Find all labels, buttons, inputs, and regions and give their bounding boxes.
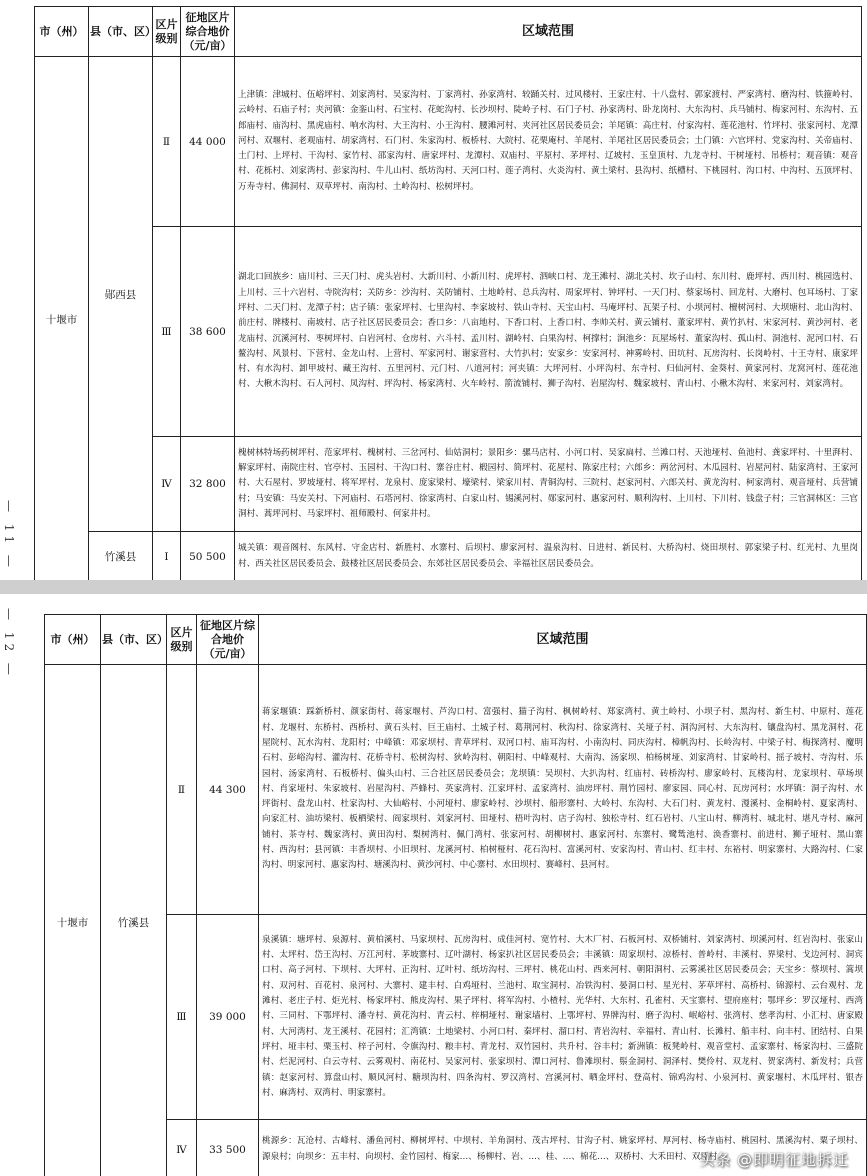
- county-cell: 竹溪县: [101, 665, 167, 1176]
- page-gap: [0, 580, 867, 594]
- price-cell: 44 000: [181, 57, 235, 227]
- county-cell: 竹溪县: [89, 532, 153, 581]
- header-city: 市（州）: [35, 7, 89, 57]
- region-cell: 上津镇：津城村、伍峪坪村、刘家湾村、吴家沟村、丁家湾村、孙家湾村、较踊关村、过风楼村、王家庄村、十八盘村、郭家渡村、严家湾村、磨沟村、铁箍岭村、云岭村、石庙子村；夹河镇：金銮山村、石宝村、花蛇沟村、长沙坝村、陡岭子村、石门子村、孙家湾村、卧龙岗村、大东沟村、兵马铺村、梅家河村、东沟村、五郎庙村、庙沟村、黑虎庙村、响水沟村、大王沟村、小王沟村、腰滩河村、夹河社区居民委员会；羊尾镇：高庄村、付家沟村、莲花池村、竹坪村、张家河村、龙潭河村、双堰村、老观庙村、胡家湾村、石门村、朱家沟村、板桥村、大院村、花栗庵村、羊尾村、羊尾社区居民委员会；土门镇：六官坪村、党家沟村、关帝庙村、土门村、上坪村、干沟村、家竹村、邵家沟村、唐家坪村、龙潭村、双庙村、平原村、茅坪村、辽坡村、玉皇顶村、九龙寺村、干树垭村、吊桥村；观音镇：观音村、花栎村、刘家湾村、彭家沟村、牛儿山村、纸坊沟村、天河口村、莲子湾村、火炎沟村、黄土梁村、县沟村、纸槽村、下桃园村、沟口村、中沟村、五顶坪村、万寿寺村、佛洞村、双草坪村、南沟村、土岭沟村、松树坪村。: [235, 57, 862, 227]
- price-cell: 32 800: [181, 437, 235, 532]
- table-row: [35, 57, 862, 227]
- document-page-11: [0, 0, 867, 580]
- table-row: [35, 437, 862, 532]
- region-cell: 桃源乡：瓦沧村、古峰村、潘鱼河村、柳树坪村、中坝村、羊角洞村、茂古坪村、甘沟子村、姚家坪村、厚河村、杨寺庙村、桃园村、黑溪沟村、粟子坝村、源泉村；向坝乡：五丰村、向坝村、金竹园村、梅家…、杨柳村、岩、…、桂、…、棉花…、双桥村、大禾田村、双坪村。: [259, 1120, 867, 1176]
- table-header-row: [35, 7, 862, 57]
- table-header-row: [45, 615, 867, 665]
- header-county: 县（市、区）: [101, 615, 167, 665]
- table-row: [45, 915, 867, 1120]
- header-price: 征地区片综合地价（元/亩）: [181, 7, 235, 57]
- level-cell: Ⅲ: [153, 227, 181, 437]
- header-city: 市（州）: [45, 615, 101, 665]
- land-price-table: [44, 614, 867, 1176]
- header-region: 区域范围: [235, 7, 862, 57]
- level-cell: Ⅱ: [167, 665, 197, 915]
- county-cell: 郧西县: [89, 57, 153, 532]
- watermark: 头条 @即明征地拆迁: [699, 1151, 849, 1169]
- document-page-12: [0, 594, 867, 1176]
- header-level: 区片级别: [153, 7, 181, 57]
- city-cell: 十堰市: [35, 57, 89, 581]
- page-number: — 12 —: [2, 608, 16, 679]
- land-price-table: [34, 6, 862, 580]
- price-cell: 38 600: [181, 227, 235, 437]
- region-cell: 槐树林特场药树坪村、范家坪村、槐树村、三岔河村、仙姑洞村；景阳乡：骡马店村、小河口村、吴家扁村、兰滩口村、天池垭村、鱼池村、龚家坪村、十里湃村、解家坪村、南院庄村、官亭村、玉园村、干沟口村、寨谷庄村、椴园村、简坪村、花屋村、陈家庄村；六郎乡：两岔河村、木瓜园村、岩屋河村、陆家湾村、王家河村、大石屋村、罗坡垭村、将军坪村、龙泉村、庞家梁村、壕梁村、梁家川村、青铜沟村、三院村、赵家河村、六郎关村、黄龙沟村、柯家湾村、观音垭村、兵营铺村；马安镇：马安关村、下河庙村、石塔河村、徐家湾村、白家山村、锡溪河村、郧家河村、惠家河村、顺利沟村、上川村、下川村、钱盘子村；三官洞林区：三官洞村、蒿坪河村、马家坪村、祖师殿村、何家井村。: [235, 437, 862, 532]
- level-cell: Ⅳ: [153, 437, 181, 532]
- level-cell: Ⅰ: [153, 532, 181, 581]
- header-level: 区片级别: [167, 615, 197, 665]
- price-cell: 33 500: [197, 1120, 259, 1176]
- price-cell: 44 300: [197, 665, 259, 915]
- level-cell: Ⅲ: [167, 915, 197, 1120]
- table-row: [45, 665, 867, 915]
- region-cell: 湖北口回族乡：庙川村、三天门村、虎头岩村、大新川村、小新川村、虎坪村、泗峡口村、龙王滩村、湖北关村、坎子山村、东川村、鹿坪村、西川村、桃园选村、上川村、三十六岩村、寺院沟村；关防乡：沙沟村、关防铺村、土地岭村、总兵沟村、周家坪村、钟坪村、一天门村、蔡家场村、回龙村、大磨村、包耳场村、丁家坪村、二天门村、龙潭子村；店子镇：张家坪村、七里沟村、李家坡村、铁山寺村、天宝山村、马庵坪村、瓦架子村、小坝河村、檀树河村、大坝塘村、北山沟村、前庄村、牌楼村、南坡村、店子社区居民委员会；香口乡：八亩地村、下香口村、上香口村、李帅关村、黄云铺村、董家坪村、黄竹扒村、宋家河村、黄沙河村、老龙庙村、沉溪河村、枣树坪村、白岩河村、仓房村、六斗村、孟川村、湖岭村、白果沟村、柯撑村；涧池乡：瓦屋场村、董家沟村、孤山村、洞池村、泥河口村、石鳌沟村、风景村、下营村、金龙山村、上营村、军家河村、谢家营村、大竹扒村；安家乡：安家河村、神雾岭村、田坑村、瓦房沟村、长岗岭村、十王寺村、康家坪村、有水沟村、卸甲坡村、藏王沟村、五里河村、元门村、八道河村；河夹镇：大坪河村、小坪沟村、东寺村、归仙河村、金葵村、黄家河村、龙窝河村、莲花池村、大楸木沟村、石人河村、凤沟村、坪沟村、杨家湾村、火车岭村、箭流铺村、狮子沟村、岩屋沟村、魏家坡村、青山村、小楸木沟村、来家河村、刘家湾村。: [235, 227, 862, 437]
- region-cell: 泉溪镇：塘坪村、泉源村、黄柏溪村、马家坝村、瓦房沟村、成佳河村、宽竹村、大木厂村、石板河村、双桥铺村、刘家湾村、坝溪河村、红岩沟村、张家山村、太坪村、岱王沟村、万江河村、茅坡寨村、辽叶湖村、杨家扒社区居民委员会；丰溪镇：周家坝村、凉桥村、普岭村、丰溪村、界梁村、戈边河村、洞宾口村、高子河村、下坝村、大坪村、正沟村、辽叶村、纸坊沟村、三坪村、桃花山村、西来河村、朝阳洞村、云雾溪社区居民委员会；天宝乡：蔡坝村、篙坝村、双河村、百花村、泉河村、大寨村、建丰村、白鸡垭村、兰池村、取宝洞村、冶铁沟村、晏洞口村、星光村、茅草坪村、高桥村、锦源村、云台观村、龙滩村、老庄子村、炬光村、杨家坪村、熊皮沟村、果子坪村、将军沟村、小楂村、光华村、大东村、孔雀村、天宝寨村、望府座村；鄂坪乡：罗汉垭村、西湾村、三同村、下鄂坪村、潘寺村、黄花沟村、青云村、梓桐垭村、谢家墙村、上鄂坪村、界牌沟村、磨子沟村、岷峪村、张湾村、慈孝沟村、小汇村、唐家殿村、大河湾村、龙王溪村、花园村；汇湾镇：土地梁村、小河口村、秦坪村、溜口村、青岩沟村、幸福村、青山村、长滩村、船丰村、向丰村、团结村、白果坪村、垭丰村、栗玉村、梓子河村、令旗沟村、粮丰村、青龙村、双竹园村、共升村、谷丰村；新洲镇：板凳岭村、观音堂村、孟家寨村、杨家沟村、三盛院村、烂泥河村、白云寺村、云雾观村、南花村、吴家河村、张家坝村、潭口河村、鲁滩坝村、鬃金洞村、洞泽村、樊伶村、双龙村、贺家湾村、新发村；兵营镇：赵家河村、算盘山村、顺风河村、糖坝沟村、四条沟村、罗汉湾村、宫溪河村、晒金坪村、登高村、锦鸡沟村、小泉河村、黄家堰村、木瓜坪村、银杏村、麻湾村、双湾村、明家寨村。: [259, 915, 867, 1120]
- table-row: [35, 227, 862, 437]
- price-cell: 39 000: [197, 915, 259, 1120]
- header-county: 县（市、区）: [89, 7, 153, 57]
- price-cell: 50 500: [181, 532, 235, 581]
- header-price: 征地区片综合地价（元/亩）: [197, 615, 259, 665]
- table-row: [35, 532, 862, 581]
- level-cell: Ⅳ: [167, 1120, 197, 1176]
- page-number: — 11 —: [2, 500, 16, 571]
- header-region: 区域范围: [259, 615, 867, 665]
- city-cell: 十堰市: [45, 665, 101, 1176]
- region-cell: 城关镇：观音阁村、东风村、守金店村、新胜村、水寨村、后坝村、廖家河村、温泉沟村、日进村、新民村、大桥沟村、烧田坝村、郭家梁子村、红光村、九里岗村、西关社区居民委员会、鼓楼社区居民委员会、东郊社区居民委员会、幸福社区居民委员会。: [235, 532, 862, 581]
- level-cell: Ⅱ: [153, 57, 181, 227]
- region-cell: 蒋家堰镇：踩新桥村、颜家街村、蒋家堰村、芦沟口村、富强村、猫子沟村、枫树岭村、郑家湾村、黄土岭村、小坝子村、黑沟村、新生村、中原村、莲花村、龙堰村、东桥村、西桥村、黄石头村、巨王庙村、土城子村、葛荆河村、秋沟村、徐家湾村、关垭子村、洞沟河村、大东沟村、镶盘沟村、黑龙洞村、花屋院村、瓦水沟村、龙阳村；中峰镇：邓家坝村、青草坪村、双河口村、庙耳沟村、小南沟村、同庆沟村、樟帆沟村、长岭沟村、中梁子村、梅探湾村、魔明石村、彭峪沟村、灌沟村、花桥寺村、松树沟村、狄岭沟村、朝阳村、中峰观村、大南沟、汤家坝、柏杨树垭、刘家湾村、甘家岭村、摇子坡村、寺沟村、乐园村、汤家湾村、石板桥村、偏头山村、三合社区居民委员会；龙坝镇：吴坝村、大扒沟村、红庙村、砖桥沟村、廖家岭村、瓦楼沟村、龙家坝村、草场坝村、肖家垭村、朱家坡村、岩屋沟村、芦蜂村、英家湾村、江家坪村、孟家湾村、油房坪村、荆竹园村、廖家园、同心村、瓦房河村；水坪镇：洞子沟村、水坪街村、盘龙山村、杜家沟村、大仙峪村、小河垭村、廖家岭村、沙坝村、船形寨村、大岭村、东沟村、大石门村、黄龙村、漫溪村、金桐岭村、夏家湾村、向家汇村、油坊梁村、板栖梁村、阎家坝村、刘家河村、田垭村、梧叶沟村、店子沟村、独松寺村、红石岩村、八宝山村、柳湾村、城北村、堪凡寺村、麻河铺村、茶寺村、魏家湾村、黄田沟村、梨树湾村、佩门湾村、张家河村、胡柳树村、惠家河村、东寨村、鹭鸶池村、涣香寨村、前进村、狮子垭村、黑山寨村、西沟村；县河镇：丰香坝村、小旧坝村、龙溪河村、柏树桠村、花石沟村、富溪河村、安家沟村、青山村、红丰村、东裕村、明家寨村、大路沟村、仁家沟村、明家河村、惠家沟村、塘溪沟村、黄沙河村、中心寨村、水田坝村、赛峰村、县河村。: [259, 665, 867, 915]
